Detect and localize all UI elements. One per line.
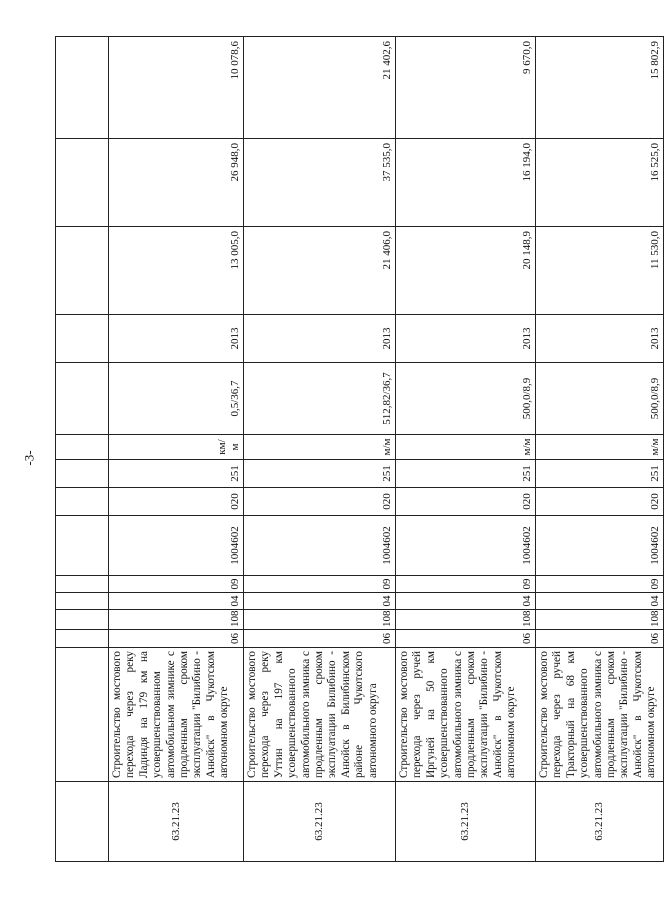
- cell-value-1: 21 406,0: [244, 227, 396, 315]
- cell-length: 500,0/8,9: [536, 363, 664, 435]
- cell-c5: 1004602: [536, 516, 664, 576]
- okved-code: 63.21.23: [109, 782, 244, 862]
- object-description: Строительство мостового перехода через ручей Тракторный на 68 км усовершенствованного автомобильного зимника с продленным сроком эксплуатации "Билибино - Анюйск" в Чукотском автономном округе: [536, 648, 664, 782]
- cell-c2: 108: [396, 610, 536, 630]
- cell-value-1: 20 148,9: [396, 227, 536, 315]
- cell-c1: 06: [536, 630, 664, 648]
- cell-c6: 020: [536, 488, 664, 516]
- cell-c7: 251: [109, 460, 244, 488]
- header-cell: [56, 460, 109, 488]
- header-cell: [56, 37, 109, 139]
- cell-c6: 020: [109, 488, 244, 516]
- cell-year: 2013: [396, 315, 536, 363]
- cell-c3: 04: [244, 593, 396, 610]
- cell-unit: км/м: [109, 435, 244, 460]
- cell-value-2: 16 194,0: [396, 139, 536, 227]
- okved-code: 63.21.23: [536, 782, 664, 862]
- table-row: [109, 37, 244, 862]
- header-cell: [56, 488, 109, 516]
- object-description: Строительство мостового перехода через ручей Иргуней на 50 км усовершенствованного автомобильного зимника с продленным сроком эксплуатации "Билибино - Анюйск" в Чукотском автономном округе: [396, 648, 536, 782]
- header-cell: [56, 435, 109, 460]
- header-cell: [56, 576, 109, 593]
- cell-value-3: 10 078,6: [109, 37, 244, 139]
- header-cell: [56, 630, 109, 648]
- table-row: [396, 37, 536, 862]
- cell-length: 512,82/36,7: [244, 363, 396, 435]
- header-cell: [56, 782, 109, 862]
- rotated-table-container: [55, 37, 661, 862]
- cell-c3: 04: [396, 593, 536, 610]
- cell-c4: 09: [109, 576, 244, 593]
- cell-value-1: 11 530,0: [536, 227, 664, 315]
- cell-c4: 09: [244, 576, 396, 593]
- cell-c2: 108: [244, 610, 396, 630]
- cell-c4: 09: [396, 576, 536, 593]
- cell-c6: 020: [244, 488, 396, 516]
- table-row: [536, 37, 664, 862]
- object-description: Строительство мостового перехода через реку Уттин на 197 км усовершенствованного автомобильного зимника с продленным сроком эксплуатации Билибино - Анюйск в Билибинском районе Чукотского автономного округа: [244, 648, 396, 782]
- cell-year: 2013: [536, 315, 664, 363]
- header-cell: [56, 363, 109, 435]
- cell-value-2: 37 535,0: [244, 139, 396, 227]
- objects-table: [55, 36, 664, 862]
- header-cell: [56, 648, 109, 782]
- header-cell: [56, 516, 109, 576]
- cell-c1: 06: [244, 630, 396, 648]
- cell-year: 2013: [109, 315, 244, 363]
- cell-c5: 1004602: [109, 516, 244, 576]
- cell-unit: м/м: [396, 435, 536, 460]
- cell-c3: 04: [109, 593, 244, 610]
- cell-value-2: 26 948,0: [109, 139, 244, 227]
- object-description: Строительство мостового перехода через реку Ладиндя на 179 км на усовершенствованном автомобильном зимнике с продленным сроком эксплуатации "Билибино - Анюйск" в Чукотском автономном округе: [109, 648, 244, 782]
- header-cell: [56, 315, 109, 363]
- cell-c1: 06: [109, 630, 244, 648]
- cell-c5: 1004602: [396, 516, 536, 576]
- cell-c3: 04: [536, 593, 664, 610]
- cell-c2: 108: [536, 610, 664, 630]
- page-number: -3-: [21, 450, 37, 466]
- cell-length: 0,5/36,7: [109, 363, 244, 435]
- cell-year: 2013: [244, 315, 396, 363]
- header-cell: [56, 593, 109, 610]
- header-row: [56, 37, 109, 862]
- cell-c7: 251: [244, 460, 396, 488]
- cell-c4: 09: [536, 576, 664, 593]
- cell-unit: м/м: [536, 435, 664, 460]
- okved-code: 63.21.23: [244, 782, 396, 862]
- cell-unit: м/м: [244, 435, 396, 460]
- table-row: [244, 37, 396, 862]
- cell-c6: 020: [396, 488, 536, 516]
- cell-value-3: 15 802,9: [536, 37, 664, 139]
- header-cell: [56, 610, 109, 630]
- cell-value-3: 9 670,0: [396, 37, 536, 139]
- header-cell: [56, 227, 109, 315]
- cell-c5: 1004602: [244, 516, 396, 576]
- cell-c7: 251: [536, 460, 664, 488]
- cell-c2: 108: [109, 610, 244, 630]
- cell-value-3: 21 402,6: [244, 37, 396, 139]
- cell-length: 500,0/8,9: [396, 363, 536, 435]
- cell-c7: 251: [396, 460, 536, 488]
- cell-c1: 06: [396, 630, 536, 648]
- cell-value-2: 16 525,0: [536, 139, 664, 227]
- cell-value-1: 13 005,0: [109, 227, 244, 315]
- okved-code: 63.21.23: [396, 782, 536, 862]
- header-cell: [56, 139, 109, 227]
